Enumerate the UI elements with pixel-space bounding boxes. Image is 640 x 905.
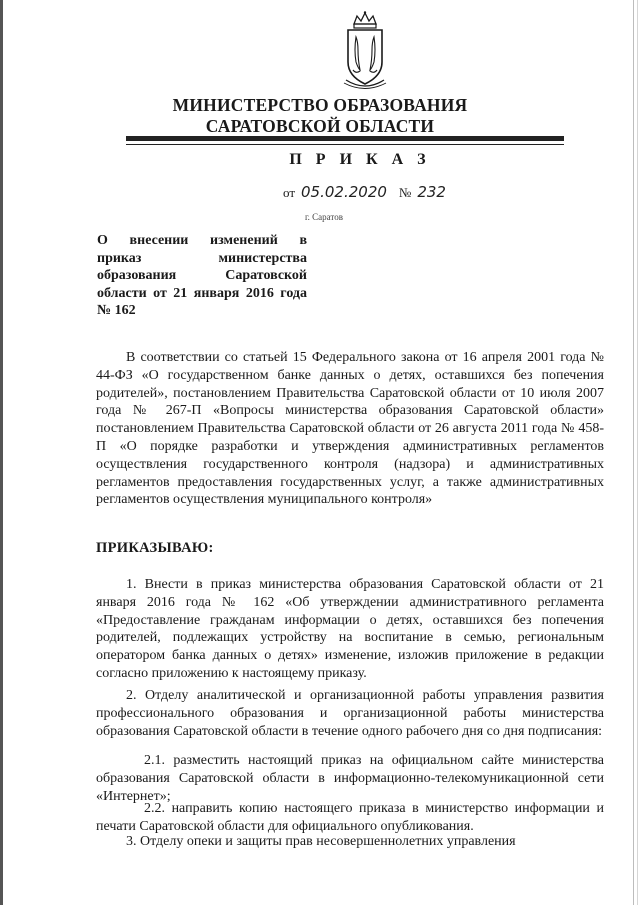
subject-line: приказ министерства: [97, 250, 307, 266]
number-prefix: №: [398, 185, 412, 200]
order-date-line: [283, 183, 446, 201]
header-rule-thick: [126, 136, 564, 141]
order-item-2-2: 2.2. направить копию настоящего приказа в министерство информации и печати Саратовской области для официального опубликования.: [96, 801, 604, 834]
order-title: П Р И К А З: [289, 151, 431, 168]
scan-left-border: [0, 0, 3, 905]
subject-line: области от 21 января 2016 года: [97, 285, 307, 301]
ministry-name-line2: САРАТОВСКОЙ ОБЛАСТИ: [205, 116, 435, 136]
order-item-1: 1. Внести в приказ министерства образования Саратовской области от 21 января 2016 года № 162 «Об утверждении административного регламента «Предоставление гражданам информации о детях, оставшихся без попечения родителей, подлежащих устройству на воспитание в семью, региональным оператором банка данных о детях» изменение, изложив приложение в редакции согласно приложению к настоящему приказу.: [96, 577, 604, 681]
order-directive-heading: ПРИКАЗЫВАЮ:: [96, 540, 214, 556]
date-prefix: от: [283, 185, 296, 200]
order-number: 232: [417, 183, 446, 201]
scan-right-border: [633, 0, 634, 905]
header-rule-thin: [126, 144, 564, 145]
saratov-coat-of-arms-icon: [336, 10, 394, 92]
ministry-name-line1: МИНИСТЕРСТВО ОБРАЗОВАНИЯ: [172, 95, 468, 115]
preamble-paragraph: В соответствии со статьей 15 Федерального закона от 16 апреля 2001 года № 44-ФЗ «О государственном банке данных о детях, оставшихся без попечения родителей», постановлением Правительства Саратовской области от 10 июля 2007 года № 267-П «Вопросы министерства образования Саратовской области» постановлением Правительства Саратовской области от 26 августа 2011 года № 458-П «О порядке разработки и утверждения административных регламентов осуществления государственного контроля (надзора) и административных регламентов предоставления государственных услуг, а также административных регламентов осуществления муниципального контроля»: [96, 350, 604, 508]
order-item-2: 2. Отделу аналитической и организационной работы управления развития профессионального образования и организационной работы министерства образования Саратовской области в течение одного рабочего дня со дня подписания:: [96, 688, 604, 739]
order-item-2-1: 2.1. разместить настоящий приказ на официальном сайте министерства образования Саратовской области в информационно-телекомуникационной сети «Интернет»;: [96, 753, 604, 804]
order-item-3: 3. Отделу опеки и защиты прав несовершеннолетних управления: [126, 834, 516, 849]
subject-line: О внесении изменений в: [97, 233, 307, 248]
order-subject: [97, 232, 307, 320]
city-label: г. Саратов: [305, 212, 343, 222]
order-date: 05.02.2020: [301, 183, 387, 201]
subject-line: образования Саратовской: [97, 268, 307, 283]
scan-right-border-outer: [637, 0, 638, 905]
subject-line: № 162: [97, 303, 136, 318]
